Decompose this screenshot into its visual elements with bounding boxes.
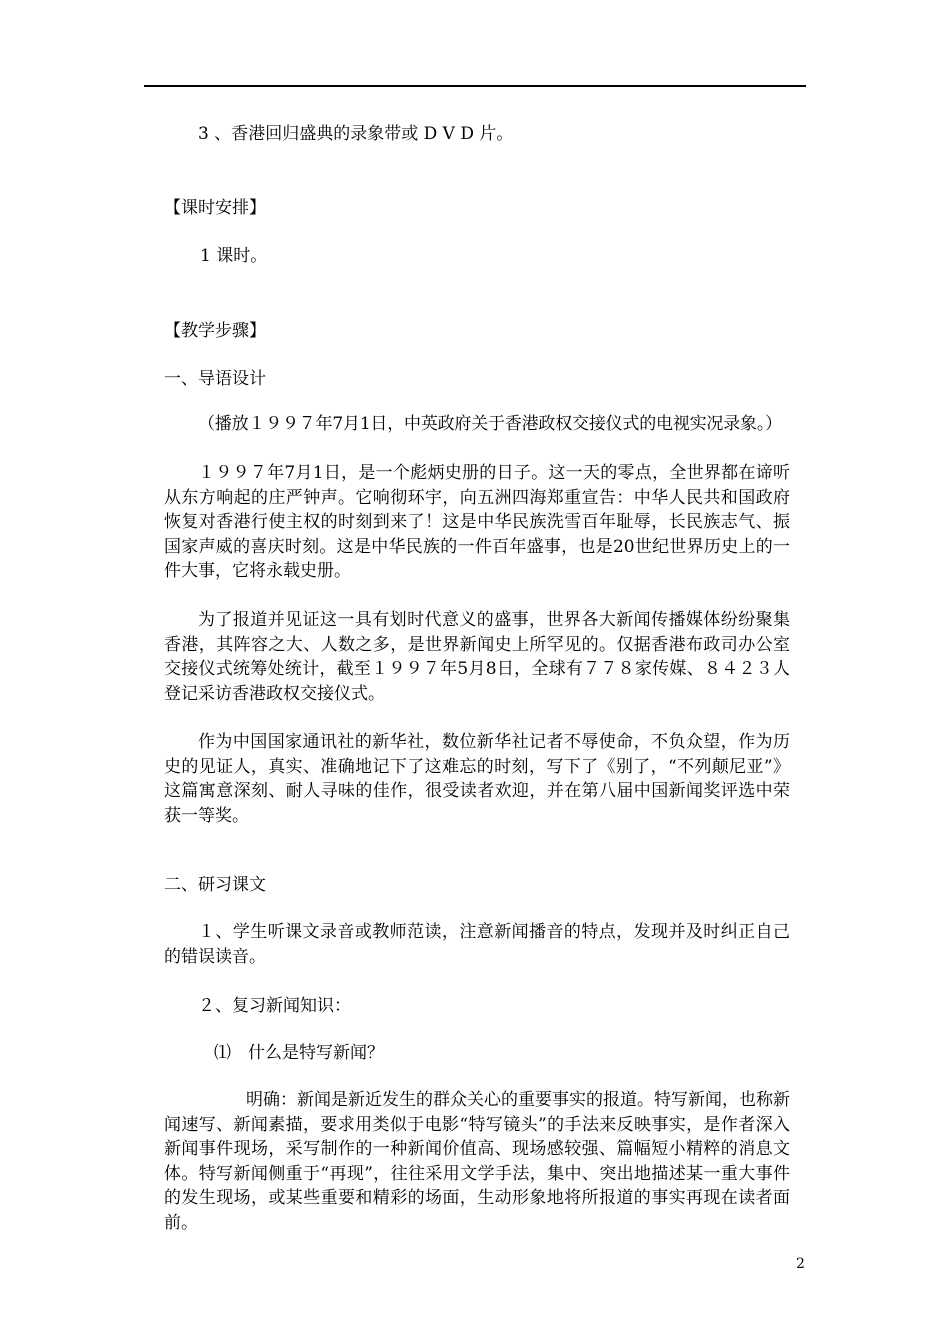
answer-1: 明确：新闻是新近发生的群众关心的重要事实的报道。特写新闻，也称新闻速写、新闻素描，要求用类似于电影“特写镜头”的手法来反映事实，是作者深入新闻事件现场，采写制作的一种新闻价值高、现场感较强、篇幅短小精粹的消息文体。特写新闻侧重于“再现”，往往采用文学手法，集中、突出地描述某一重大事件的发生现场，或某些重要和精彩的场面，生动形象地将所报道的事实再现在读者面前。	[164, 1090, 790, 1233]
section-1-title: 一、导语设计	[164, 369, 266, 389]
page-number: 2	[796, 1256, 805, 1272]
header-rule	[144, 85, 806, 87]
question-1: ⑴ 什么是特写新闻？	[214, 1043, 384, 1063]
schedule-text: 1 课时。	[200, 246, 268, 266]
schedule-heading: 【课时安排】	[164, 198, 266, 218]
steps-heading: 【教学步骤】	[164, 321, 266, 341]
section-2-item-1: １、学生听课文录音或教师范读，注意新闻播音的特点，发现并及时纠正自己的错误读音。	[164, 922, 790, 967]
materials-item-3: 3 、香港回归盛典的录象带或 D V D 片。	[198, 124, 514, 144]
section-1-paragraph: １９９７年7月1日，是一个彪炳史册的日子。这一天的零点，全世界都在谛听从东方响起的庄严钟声。它响彻环宇，向五洲四海郑重宣告：中华人民共和国政府恢复对香港行使主权的时刻到来了！这是中华民族洗雪百年耻辱，长民族志气、振国家声威的喜庆时刻。这是中华民族的一件百年盛事，也是20世纪世界历史上的一件大事，它将永载史册。	[164, 463, 790, 581]
section-1-note: （播放１９９７年7月1日，中英政府关于香港政权交接仪式的电视实况录象。）	[198, 414, 782, 434]
section-2-title: 二、研习课文	[164, 875, 266, 895]
section-2-item-2: ２、复习新闻知识：	[198, 996, 351, 1016]
section-1-paragraph: 为了报道并见证这一具有划时代意义的盛事，世界各大新闻传播媒体纷纷聚集香港，其阵容之大、人数之多，是世界新闻史上所罕见的。仅据香港布政司办公室交接仪式统筹处统计，截至１９９７年5月8日，全球有７７８家传媒、８４２３人登记采访香港政权交接仪式。	[164, 610, 790, 704]
section-1-paragraph: 作为中国国家通讯社的新华社，数位新华社记者不辱使命，不负众望，作为历史的见证人，真实、准确地记下了这难忘的时刻，写下了《别了，“不列颠尼亚”》这篇寓意深刻、耐人寻味的佳作，很受读者欢迎，并在第八届中国新闻奖评选中荣获一等奖。	[164, 732, 790, 826]
